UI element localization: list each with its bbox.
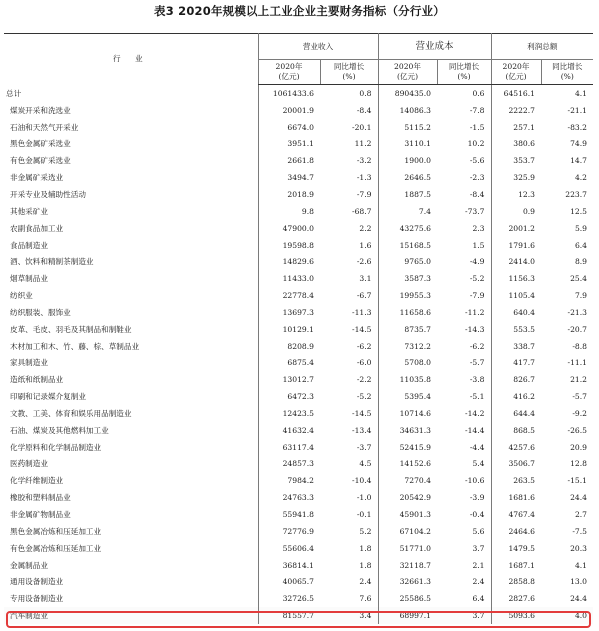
revenue-growth-cell: 1.8 [359,560,372,570]
revenue-value-cell: 10129.1 [258,321,320,338]
revenue-growth-cell: -13.4 [352,425,372,435]
table-row [4,270,593,287]
industry-name: 农副食品加工业 [10,223,64,233]
revenue-value-cell: 81557.7 [258,607,320,624]
revenue-value-cell: 6875.4 [258,355,320,372]
revenue-growth-cell: -0.1 [356,510,372,520]
industry-name: 黑色金属矿采选业 [10,139,71,149]
table-row [4,136,593,153]
industry-name: 纺织服装、服饰业 [10,307,71,317]
cost-growth-cell: 3.7 [472,543,485,553]
revenue-growth-cell: -1.3 [356,173,372,183]
industry-name: 其他采矿业 [10,206,48,216]
industry-name: 家具制造业 [10,358,48,368]
cost-value-cell: 19955.3 [378,287,437,304]
cost-value-cell: 45901.3 [378,506,437,523]
revenue-value-cell: 55941.8 [258,506,320,523]
cost-growth-cell: -11.2 [465,307,485,317]
table-row [4,304,593,321]
revenue-growth-cell: 1.6 [359,240,372,250]
profit-growth-cell: 14.7 [570,156,588,166]
revenue-value-cell: 55606.4 [258,540,320,557]
cost-value-cell: 14086.3 [378,102,437,119]
revenue-growth-cell: -14.5 [352,324,372,334]
table-row [4,85,593,102]
table-row [4,472,593,489]
industry-name: 汽车制造业 [4,607,258,624]
table-row [4,237,593,254]
cost-growth-cell: -4.9 [469,257,485,267]
industry-name: 化学纤维制造业 [10,476,64,486]
profit-value-cell: 644.4 [491,405,541,422]
table-title: 表3 2020年规模以上工业企业主要财务指标（分行业） [154,4,445,18]
revenue-value-cell: 41632.4 [258,422,320,439]
profit-growth-cell: 4.1 [574,88,588,98]
profit-value-cell: 3506.7 [491,456,541,473]
profit-value-cell: 2827.6 [491,590,541,607]
industry-name: 文教、工美、体育和娱乐用品制造业 [10,408,132,418]
revenue-value-cell: 11433.0 [258,270,320,287]
revenue-value-cell: 13697.3 [258,304,320,321]
profit-growth-cell: 5.9 [574,223,588,233]
profit-value-cell: 64516.1 [491,85,541,102]
cost-value-cell: 3587.3 [378,270,437,287]
profit-value-cell: 417.7 [491,355,541,372]
revenue-value-cell: 3494.7 [258,169,320,186]
profit-value-cell: 1105.4 [491,287,541,304]
cost-growth-cell: -6.2 [469,341,485,351]
cost-growth-cell: -5.6 [469,156,485,166]
table-row [4,220,593,237]
profit-growth-cell: -26.5 [567,425,588,435]
profit-growth-cell: 20.9 [570,442,588,452]
col-growth-label: 同比增长 (%) [333,62,365,81]
table-row [4,152,593,169]
profit-value-cell: 338.7 [491,338,541,355]
profit-growth-cell: 4.2 [574,173,588,183]
profit-value-cell: 263.5 [491,472,541,489]
profit-value-cell: 1479.5 [491,540,541,557]
profit-growth-cell: 24.4 [570,594,588,604]
profit-growth-cell: -5.7 [572,392,588,402]
cost-value-cell: 7.4 [378,203,437,220]
cost-value-cell: 5708.0 [378,355,437,372]
cost-growth-cell: -5.7 [469,358,485,368]
col-growth-label: 同比增长 (%) [552,62,583,81]
cost-growth-cell: -5.2 [469,274,485,284]
cost-growth-cell: 3.7 [437,607,491,624]
revenue-growth-cell: -14.5 [352,408,372,418]
profit-growth-cell: 4.1 [574,560,588,570]
industry-name: 石油和天然气开采业 [10,122,79,132]
cost-growth-cell: -1.5 [469,122,485,132]
revenue-growth-cell: 1.8 [359,543,372,553]
cost-value-cell: 9765.0 [378,253,437,270]
cost-value-cell: 34631.3 [378,422,437,439]
industry-name: 木材加工和木、竹、藤、棕、草制品业 [10,341,140,351]
profit-growth-cell: -83.2 [567,122,588,132]
header-industry: 行 业 [112,54,149,64]
cost-value-cell: 890435.0 [378,85,437,102]
revenue-growth-cell: -3.2 [356,156,372,166]
cost-value-cell: 32118.7 [378,557,437,574]
industry-name: 纺织业 [10,291,33,301]
revenue-growth-cell: 7.6 [359,594,372,604]
profit-growth-cell: 20.3 [570,543,588,553]
revenue-value-cell: 40065.7 [258,573,320,590]
table-row [4,456,593,473]
header-profit: 利润总额 [491,34,593,60]
profit-value-cell: 380.6 [491,136,541,153]
revenue-growth-cell: 3.1 [359,274,372,284]
table-header [4,34,593,85]
cost-value-cell: 14152.6 [378,456,437,473]
profit-growth-cell: 6.4 [574,240,588,250]
profit-value-cell: 868.5 [491,422,541,439]
industry-name: 烟草制品业 [10,274,48,284]
cost-value-cell: 7312.2 [378,338,437,355]
revenue-growth-cell: -6.0 [356,358,372,368]
revenue-growth-cell: -68.7 [352,206,372,216]
profit-growth-cell: 2.7 [574,510,588,520]
profit-growth-cell: -8.8 [572,341,588,351]
header-cost-growth [437,60,491,85]
profit-growth-cell: -21.1 [567,105,588,115]
revenue-growth-cell: 2.2 [359,223,372,233]
revenue-growth-cell: 4.5 [359,459,372,469]
revenue-growth-cell: -5.2 [356,392,372,402]
profit-growth-cell: -9.2 [572,408,588,418]
industry-name: 非金属矿物制品业 [10,510,71,520]
table-row [4,102,593,119]
revenue-value-cell: 20001.9 [258,102,320,119]
table-row [4,506,593,523]
revenue-value-cell: 6674.0 [258,119,320,136]
profit-growth-cell: -7.5 [572,526,588,536]
profit-value-cell: 553.5 [491,321,541,338]
profit-value-cell: 826.7 [491,371,541,388]
cost-growth-cell: -0.4 [469,510,485,520]
profit-growth-cell: 4.0 [541,607,593,624]
revenue-growth-cell: -20.1 [352,122,372,132]
industry-name: 煤炭开采和洗选业 [10,105,71,115]
cost-growth-cell: 10.2 [467,139,485,149]
industry-name: 通用设备制造业 [10,577,64,587]
revenue-growth-cell: 5.2 [359,526,372,536]
industry-name: 橡胶和塑料制品业 [10,493,71,503]
profit-growth-cell: 12.8 [570,459,588,469]
revenue-value-cell: 6472.3 [258,388,320,405]
col-value-label: 2020年 (亿元) [394,62,421,81]
table-row-highlighted [4,607,593,624]
cost-growth-cell: -3.8 [469,375,485,385]
revenue-growth-cell: -2.2 [356,375,372,385]
cost-growth-cell: 2.3 [472,223,485,233]
cost-growth-cell: 1.5 [472,240,485,250]
cost-value-cell: 11035.8 [378,371,437,388]
revenue-growth-cell: -11.3 [352,307,372,317]
profit-value-cell: 640.4 [491,304,541,321]
revenue-value-cell: 2661.8 [258,152,320,169]
revenue-growth-cell: 11.2 [354,139,372,149]
table-row [4,439,593,456]
profit-growth-cell: -21.3 [567,307,588,317]
cost-growth-cell: -14.4 [465,425,485,435]
revenue-value-cell: 63117.4 [258,439,320,456]
col-value-label: 2020年 (亿元) [275,62,303,81]
cost-growth-cell: 2.1 [472,560,485,570]
industry-name: 有色金属矿采选业 [10,156,71,166]
revenue-value-cell: 7984.2 [258,472,320,489]
profit-value-cell: 416.2 [491,388,541,405]
table-row [4,388,593,405]
industry-name: 食品制造业 [10,240,48,250]
industry-name: 非金属矿采选业 [10,173,64,183]
profit-value-cell: 2464.6 [491,523,541,540]
revenue-value-cell: 8208.9 [258,338,320,355]
cost-value-cell: 1900.0 [378,152,437,169]
revenue-growth-cell: -7.9 [356,189,372,199]
revenue-value-cell: 19598.8 [258,237,320,254]
revenue-value-cell: 13012.7 [258,371,320,388]
cost-value-cell: 1887.5 [378,186,437,203]
industry-name: 总计 [6,88,22,98]
industry-name: 造纸和纸制品业 [10,375,64,385]
revenue-value-cell: 36814.1 [258,557,320,574]
table-body [4,85,593,625]
revenue-growth-cell: 3.4 [320,607,378,624]
profit-growth-cell: -15.1 [567,476,588,486]
revenue-value-cell: 3951.1 [258,136,320,153]
industry-name: 石油、煤炭及其他燃料加工业 [10,425,109,435]
cost-growth-cell: 6.4 [472,594,485,604]
profit-growth-cell: -11.1 [567,358,588,368]
profit-value-cell: 1791.6 [491,237,541,254]
table-row [4,405,593,422]
profit-value-cell: 2001.2 [491,220,541,237]
table-row [4,186,593,203]
profit-value-cell: 325.9 [491,169,541,186]
revenue-value-cell: 14829.6 [258,253,320,270]
profit-growth-cell: 13.0 [570,577,588,587]
profit-value-cell: 1687.1 [491,557,541,574]
table-row [4,422,593,439]
revenue-growth-cell: -6.7 [356,291,372,301]
revenue-value-cell: 24763.3 [258,489,320,506]
table-row [4,371,593,388]
col-value-label: 2020年 (亿元) [502,62,530,81]
header-revenue: 营业收入 [258,34,378,60]
cost-value-cell: 11658.6 [378,304,437,321]
profit-growth-cell: 24.4 [570,493,588,503]
industry-name: 黑色金属冶炼和压延加工业 [10,526,102,536]
cost-growth-cell: -14.2 [465,408,485,418]
revenue-value-cell: 2018.9 [258,186,320,203]
profit-value-cell: 4257.6 [491,439,541,456]
revenue-growth-cell: -6.2 [356,341,372,351]
industry-name: 金属制品业 [10,560,48,570]
industry-name: 化学原料和化学制品制造业 [10,442,102,452]
table-row [4,287,593,304]
cost-value-cell: 8735.7 [378,321,437,338]
profit-growth-cell: 25.4 [570,274,588,284]
cost-value-cell: 15168.5 [378,237,437,254]
cost-growth-cell: -4.4 [469,442,485,452]
cost-value-cell: 51771.0 [378,540,437,557]
revenue-growth-cell: 0.8 [359,88,372,98]
profit-value-cell: 2414.0 [491,253,541,270]
col-growth-label: 同比增长 (%) [448,62,480,81]
industry-name: 有色金属冶炼和压延加工业 [10,543,102,553]
table-row [4,203,593,220]
revenue-value-cell: 72776.9 [258,523,320,540]
industry-name: 医药制造业 [10,459,48,469]
cost-value-cell: 32661.3 [378,573,437,590]
cost-value-cell: 68997.1 [378,607,437,624]
table-row [4,540,593,557]
profit-value-cell: 5093.6 [491,607,541,624]
revenue-value-cell: 24857.3 [258,456,320,473]
cost-value-cell: 52415.9 [378,439,437,456]
profit-value-cell: 0.9 [491,203,541,220]
profit-value-cell: 353.7 [491,152,541,169]
industry-name: 酒、饮料和精制茶制造业 [10,257,94,267]
profit-growth-cell: -20.7 [567,324,588,334]
table-row [4,338,593,355]
cost-value-cell: 67104.2 [378,523,437,540]
profit-value-cell: 4767.4 [491,506,541,523]
profit-value-cell: 1681.6 [491,489,541,506]
profit-value-cell: 2858.8 [491,573,541,590]
cost-growth-cell: -7.8 [469,105,485,115]
revenue-growth-cell: -1.0 [356,493,372,503]
cost-value-cell: 7270.4 [378,472,437,489]
profit-growth-cell: 21.2 [570,375,588,385]
header-revenue-growth [320,60,378,85]
profit-growth-cell: 223.7 [565,189,588,199]
cost-growth-cell: -8.4 [469,189,485,199]
cost-growth-cell: -5.1 [469,392,485,402]
table-row [4,557,593,574]
profit-value-cell: 1156.3 [491,270,541,287]
table-row [4,590,593,607]
profit-growth-cell: 74.9 [570,139,588,149]
table-row [4,169,593,186]
profit-growth-cell: 7.9 [574,291,588,301]
revenue-value-cell: 32726.5 [258,590,320,607]
cost-growth-cell: -73.7 [465,206,485,216]
header-cost-value [378,60,437,85]
cost-growth-cell: 5.4 [472,459,485,469]
revenue-value-cell: 47900.0 [258,220,320,237]
header-profit-growth [541,60,593,85]
cost-growth-cell: 0.6 [472,88,485,98]
profit-value-cell: 12.3 [491,186,541,203]
cost-growth-cell: 2.4 [472,577,485,587]
revenue-value-cell: 1061433.6 [258,85,320,102]
cost-value-cell: 2646.5 [378,169,437,186]
industry-name: 开采专业及辅助性活动 [10,189,86,199]
table-row [4,523,593,540]
table-row [4,253,593,270]
profit-growth-cell: 8.9 [574,257,588,267]
table-row [4,489,593,506]
header-profit-value [491,60,541,85]
profit-value-cell: 257.1 [491,119,541,136]
cost-growth-cell: -3.9 [469,493,485,503]
cost-growth-cell: -14.3 [465,324,485,334]
revenue-growth-cell: -2.6 [356,257,372,267]
cost-value-cell: 10714.6 [378,405,437,422]
finance-table [4,33,593,624]
revenue-value-cell: 22778.4 [258,287,320,304]
header-revenue-value [258,60,320,85]
cost-growth-cell: -2.3 [469,173,485,183]
profit-growth-cell: 12.5 [570,206,588,216]
header-cost: 营业成本 [378,34,491,60]
cost-value-cell: 43275.6 [378,220,437,237]
cost-value-cell: 20542.9 [378,489,437,506]
cost-growth-cell: -10.6 [465,476,485,486]
revenue-value-cell: 9.8 [258,203,320,220]
revenue-growth-cell: 2.4 [359,577,372,587]
table-row [4,355,593,372]
table-row [4,119,593,136]
cost-value-cell: 25586.5 [378,590,437,607]
table-row [4,573,593,590]
industry-name: 印刷和记录媒介复制业 [10,392,86,402]
industry-name: 专用设备制造业 [10,594,64,604]
cost-growth-cell: 5.6 [472,526,485,536]
cost-growth-cell: -7.9 [469,291,485,301]
industry-name: 皮革、毛皮、羽毛及其制品和制鞋业 [10,324,132,334]
table-row [4,321,593,338]
cost-value-cell: 5395.4 [378,388,437,405]
revenue-value-cell: 12423.5 [258,405,320,422]
cost-value-cell: 5115.2 [378,119,437,136]
cost-value-cell: 3110.1 [378,136,437,153]
profit-value-cell: 2222.7 [491,102,541,119]
revenue-growth-cell: -10.4 [352,476,372,486]
revenue-growth-cell: -3.7 [356,442,372,452]
revenue-growth-cell: -8.4 [356,105,372,115]
